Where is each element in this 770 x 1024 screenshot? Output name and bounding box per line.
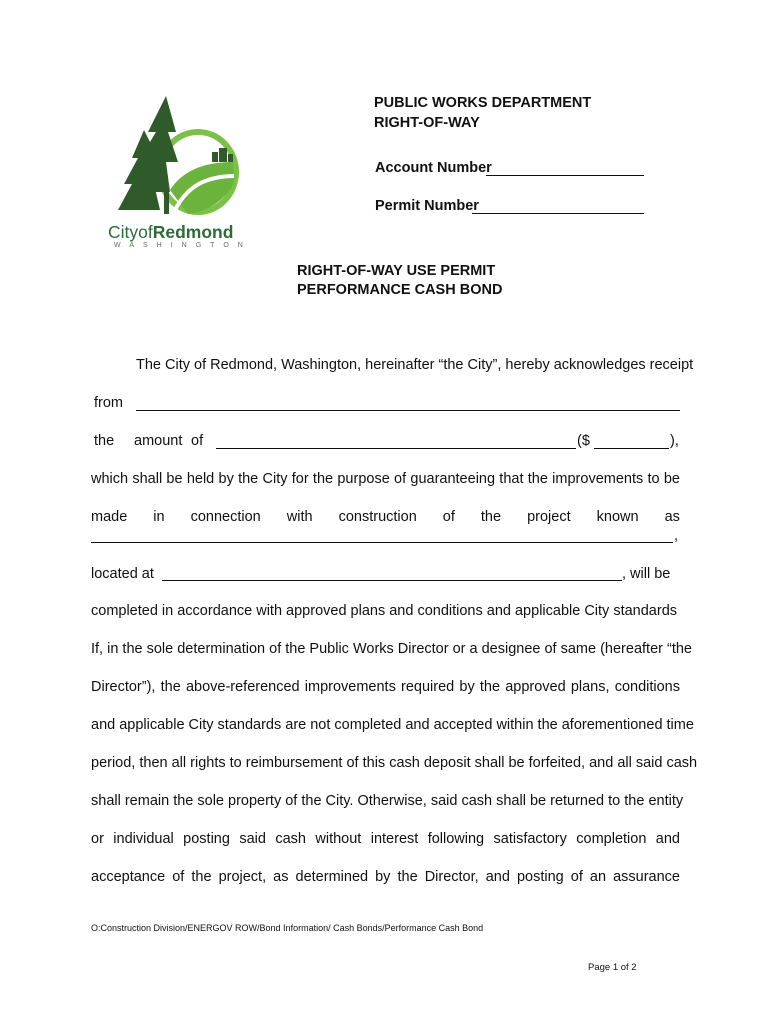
made-word: in: [153, 509, 165, 525]
logo-wordmark: [108, 222, 248, 243]
paragraph-line: shall remain the sole property of the City. Otherwise, said cash shall be returned to the entity: [91, 793, 684, 809]
located-end-text: , will be: [622, 566, 671, 582]
amount-dollar-open: ($: [577, 433, 590, 449]
form-title-line1: RIGHT-OF-WAY USE PERMIT: [297, 263, 496, 279]
project-name-field[interactable]: [91, 542, 673, 543]
made-in-connection-line: [91, 509, 680, 525]
made-word: construction: [338, 509, 417, 525]
paragraph-line: Director”), the above-referenced improvements required by the approved plans, conditions: [91, 679, 680, 695]
paragraph-line: or individual posting said cash without interest following satisfactory completion and: [91, 831, 680, 847]
made-word: with: [286, 509, 313, 525]
logo-city-text: Cityof: [108, 222, 153, 242]
logo-washington-text: WASHINGTON: [114, 242, 252, 249]
made-word: made: [91, 509, 128, 525]
paragraph-line: and applicable City standards are not completed and accepted within the aforementioned time: [91, 717, 694, 733]
logo-redmond-text: Redmond: [152, 222, 234, 242]
amount-dollar-field[interactable]: [594, 448, 669, 449]
held-text: which shall be held by the City for the purpose of guaranteeing that the improvements to be: [91, 471, 680, 487]
account-number-label: Account Number: [375, 160, 492, 176]
permit-number-field[interactable]: [472, 213, 644, 214]
made-word: as: [664, 509, 680, 525]
paragraph-line: period, then all rights to reimbursement of this cash deposit shall be forfeited, and all said cash: [91, 755, 698, 771]
made-word: of: [442, 509, 455, 525]
amount-the-text: the: [94, 433, 115, 449]
made-word: connection: [190, 509, 261, 525]
project-end-comma: ,: [674, 528, 679, 544]
footer-file-path: O:Construction Division/ENERGOV ROW/Bond Information/ Cash Bonds/Performance Cash Bond: [91, 923, 484, 933]
department-heading: PUBLIC WORKS DEPARTMENT: [374, 95, 592, 111]
page-number: Page 1 of 2: [588, 962, 637, 973]
made-word: project: [527, 509, 571, 525]
division-heading: RIGHT-OF-WAY: [374, 115, 480, 131]
completed-text: completed in accordance with approved plans and conditions and applicable City standards: [91, 603, 678, 619]
form-title-line2: PERFORMANCE CASH BOND: [297, 282, 503, 298]
amount-words-field[interactable]: [216, 448, 576, 449]
intro-text: The City of Redmond, Washington, hereinafter “the City”, hereby acknowledges receipt: [136, 357, 694, 373]
paragraph-line: If, in the sole determination of the Public Works Director or a designee of same (hereafter “the: [91, 641, 692, 657]
from-label: from: [94, 395, 123, 411]
location-field[interactable]: [162, 580, 622, 581]
account-number-field[interactable]: [486, 175, 644, 176]
amount-dollar-close: ),: [670, 433, 679, 449]
paragraph-line: acceptance of the project, as determined by the Director, and posting of an assurance: [91, 869, 680, 885]
made-word: the: [480, 509, 502, 525]
amount-word-text: amount: [134, 433, 183, 449]
tree-landscape-icon: [108, 92, 248, 222]
located-label: located at: [91, 566, 154, 582]
made-word: known: [596, 509, 639, 525]
city-of-redmond-logo: [108, 92, 252, 254]
permit-number-label: Permit Number: [375, 198, 479, 214]
amount-of-text: of: [191, 433, 204, 449]
from-field[interactable]: [136, 410, 680, 411]
